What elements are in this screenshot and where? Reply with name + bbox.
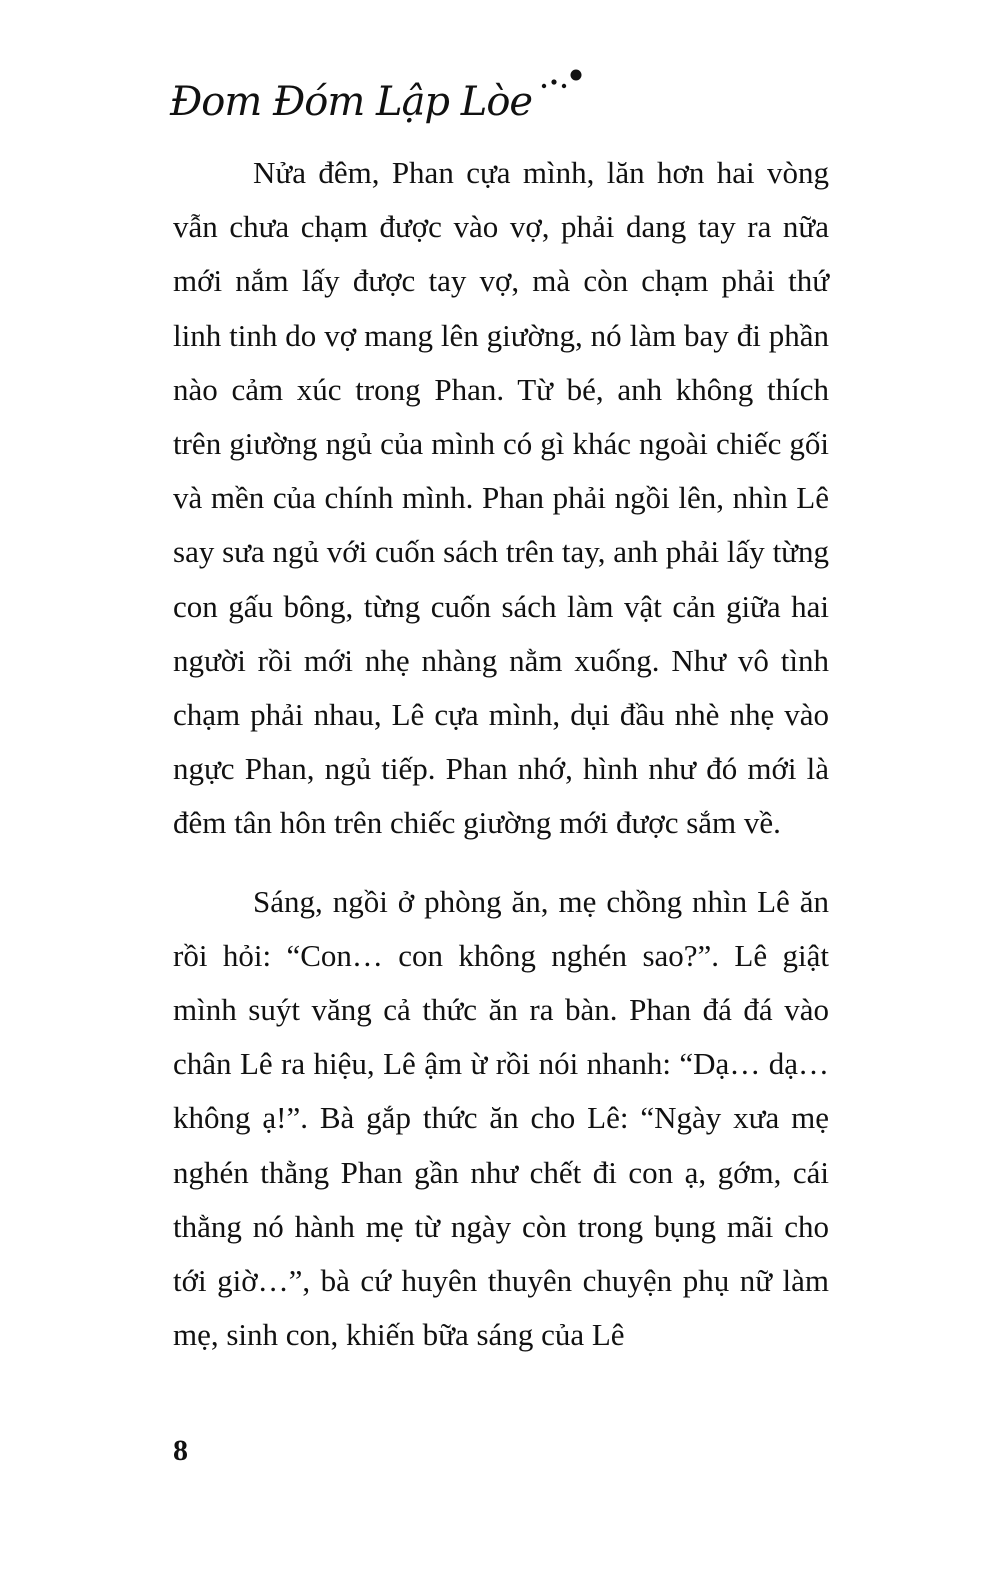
body-text [173,146,829,1362]
decorative-dots-icon [538,68,586,92]
running-header [170,52,586,125]
paragraph-night: Nửa đêm, Phan cựa mình, lăn hơn hai vòng vẫn chưa chạm được vào vợ, phải dang tay ra nữa mới nắm lấy được tay vợ, mà còn chạm phải thứ linh tinh do vợ mang lên giường, nó làm bay đi phần nào cảm xúc trong Phan. Từ bé, anh không thích trên giường ngủ của mình có gì khác ngoài chiếc gối và mền của chính mình. Phan phải ngồi lên, nhìn Lê say sưa ngủ với cuốn sách trên tay, anh phải lấy từng con gấu bông, từng cuốn sách làm vật cản giữa hai người rồi mới nhẹ nhàng nằm xuống. Như vô tình chạm phải nhau, Lê cựa mình, dụi đầu nhè nhẹ vào ngực Phan, ngủ tiếp. Phan nhớ, hình như đó mới là đêm tân hôn trên chiếc giường mới được sắm về. [173,155,829,841]
book-title: Đom Đóm Lập Lòe [170,79,533,125]
paragraph-morning: Sáng, ngồi ở phòng ăn, mẹ chồng nhìn Lê ăn rồi hỏi: “Con… con không nghén sao?”. Lê giật mình suýt văng cả thức ăn ra bàn. Phan đá đá vào chân Lê ra hiệu, Lê ậm ừ rồi nói nhanh: “Dạ… dạ… không ạ!”. Bà gắp thức ăn cho Lê: “Ngày xưa mẹ nghén thằng Phan gần như chết đi con ạ, gớm, cái thằng nó hành mẹ từ ngày còn trong bụng mãi cho tới giờ…”, bà cứ huyên thuyên chuyện phụ nữ làm mẹ, sinh con, khiến bữa sáng của Lê [173,883,829,1353]
page-number: 8 [173,1434,188,1467]
